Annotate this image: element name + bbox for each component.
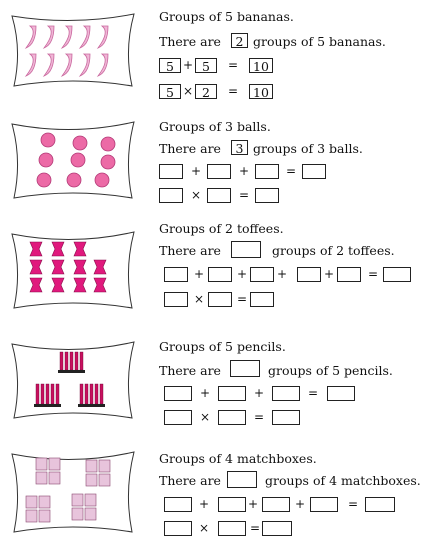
mul-box-1[interactable] (164, 410, 192, 425)
add-box-3[interactable] (250, 267, 274, 282)
times-sign: × (193, 292, 205, 306)
pencil-picture (8, 338, 138, 422)
plus-sign: + (294, 497, 306, 511)
count-answer-box[interactable]: 3 (231, 140, 248, 155)
add-result-box[interactable] (383, 267, 411, 282)
count-prefix: There are (159, 141, 221, 156)
equals-sign: = (307, 386, 319, 400)
ball-icon (37, 133, 115, 187)
add-box-3[interactable] (255, 164, 279, 179)
section-title: Groups of 3 balls. (159, 119, 271, 134)
ball-picture (8, 118, 138, 202)
section-title: Groups of 2 toffees. (159, 221, 284, 236)
add-box-3[interactable] (272, 386, 300, 401)
count-answer-box[interactable] (231, 241, 261, 258)
section-title: Groups of 5 pencils. (159, 339, 286, 354)
mul-box-1[interactable] (164, 292, 188, 307)
count-answer-box[interactable] (227, 471, 257, 488)
banana-picture (8, 10, 138, 90)
add-result-box[interactable] (365, 497, 395, 512)
add-box-1[interactable] (164, 497, 192, 512)
mul-box-2[interactable] (207, 188, 231, 203)
equals-sign: = (285, 164, 297, 178)
times-sign: × (199, 410, 211, 424)
add-box-3[interactable] (262, 497, 290, 512)
add-box-1[interactable] (164, 267, 188, 282)
plus-sign: + (253, 386, 265, 400)
section-title: Groups of 5 bananas. (159, 9, 294, 24)
mul-box-1[interactable]: 5 (159, 84, 181, 99)
add-box-5[interactable] (337, 267, 361, 282)
equals-sign: = (249, 521, 261, 535)
count-prefix: There are (159, 473, 221, 488)
equals-sign: = (236, 292, 248, 306)
equals-sign: = (347, 497, 359, 511)
mul-box-1[interactable] (164, 521, 192, 536)
count-answer-box[interactable] (230, 360, 260, 377)
mul-box-2[interactable] (218, 410, 246, 425)
plus-sign: + (236, 267, 248, 281)
add-box-1[interactable] (164, 386, 192, 401)
section-title: Groups of 4 matchboxes. (159, 451, 317, 466)
equals-sign: = (227, 84, 239, 98)
equals-sign: = (238, 188, 250, 202)
mul-box-2[interactable]: 2 (195, 84, 217, 99)
toffee-picture (8, 228, 138, 312)
add-box-1[interactable] (159, 164, 183, 179)
count-suffix: groups of 4 matchboxes. (265, 473, 421, 488)
times-sign: × (190, 188, 202, 202)
add-box-1[interactable]: 5 (159, 58, 181, 73)
plus-sign: + (182, 58, 194, 72)
add-box-4[interactable] (310, 497, 338, 512)
add-result-box[interactable]: 10 (249, 58, 273, 73)
add-box-2[interactable] (207, 164, 231, 179)
mul-result-box[interactable] (250, 292, 274, 307)
count-answer-box[interactable]: 2 (231, 33, 248, 48)
times-sign: × (182, 84, 194, 98)
plus-sign: + (276, 267, 288, 281)
plus-sign: + (190, 164, 202, 178)
plus-sign: + (193, 267, 205, 281)
mul-result-box[interactable]: 10 (249, 84, 273, 99)
add-box-2[interactable]: 5 (195, 58, 217, 73)
add-box-2[interactable] (208, 267, 232, 282)
count-prefix: There are (159, 34, 221, 49)
count-prefix: There are (159, 243, 221, 258)
count-suffix: groups of 3 balls. (253, 141, 363, 156)
plus-sign: + (323, 267, 335, 281)
add-result-box[interactable] (327, 386, 355, 401)
plus-sign: + (247, 497, 259, 511)
equals-sign: = (253, 410, 265, 424)
count-suffix: groups of 5 bananas. (253, 34, 386, 49)
add-result-box[interactable] (302, 164, 326, 179)
plus-sign: + (238, 164, 250, 178)
mul-box-1[interactable] (159, 188, 183, 203)
equals-sign: = (367, 267, 379, 281)
mul-result-box[interactable] (255, 188, 279, 203)
add-box-2[interactable] (218, 386, 246, 401)
plus-sign: + (199, 386, 211, 400)
mul-box-2[interactable] (208, 292, 232, 307)
count-suffix: groups of 5 pencils. (268, 363, 393, 378)
plus-sign: + (198, 497, 210, 511)
count-prefix: There are (159, 363, 221, 378)
add-box-2[interactable] (218, 497, 246, 512)
equals-sign: = (227, 58, 239, 72)
add-box-4[interactable] (297, 267, 321, 282)
mul-result-box[interactable] (262, 521, 292, 536)
mul-box-2[interactable] (218, 521, 246, 536)
count-suffix: groups of 2 toffees. (272, 243, 395, 258)
mul-result-box[interactable] (272, 410, 300, 425)
matchbox-picture (8, 448, 138, 536)
times-sign: × (198, 521, 210, 535)
